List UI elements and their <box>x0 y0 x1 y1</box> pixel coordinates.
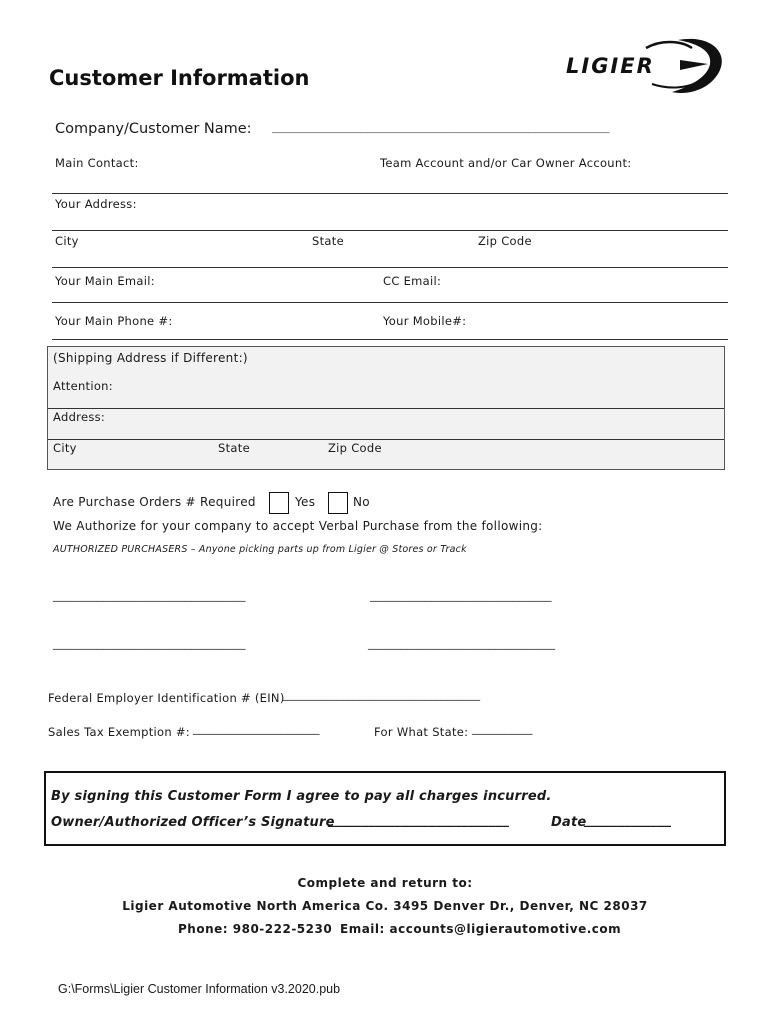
ligier-logo <box>560 30 728 100</box>
date-label: Date <box>551 815 587 830</box>
purchaser-line-1[interactable]: ___________________________________ <box>53 589 246 602</box>
return-address: Ligier Automotive North America Co. 3495 Denver Dr., Denver, NC 28037 <box>122 899 648 913</box>
return-phone: Phone: 980-222-5230 <box>178 922 333 936</box>
return-heading: Complete and return to: <box>297 876 473 890</box>
for-what-state-line[interactable]: ___________ <box>472 722 533 735</box>
shipping-address-box <box>47 346 725 470</box>
city-label: City <box>55 234 79 248</box>
divider-line <box>52 267 728 268</box>
shipping-state-label: State <box>218 441 250 455</box>
sales-tax-exemption-label: Sales Tax Exemption #: <box>48 725 190 739</box>
divider-line <box>52 302 728 303</box>
ein-label: Federal Employer Identification # (EIN) <box>48 691 285 705</box>
mobile-label: Your Mobile#: <box>383 314 467 328</box>
logo-wordmark: LIGIER <box>566 54 655 78</box>
po-yes-checkbox[interactable] <box>269 492 289 514</box>
attention-label: Attention: <box>53 379 113 393</box>
company-name-line[interactable]: ______________________________________________ <box>272 119 610 134</box>
divider-line <box>48 439 724 440</box>
authorized-purchasers-note: AUTHORIZED PURCHASERS – Anyone picking parts up from Ligier @ Stores or Track <box>53 544 467 555</box>
po-yes-label: Yes <box>295 495 316 509</box>
for-what-state-label: For What State: <box>374 725 469 739</box>
team-account-label: Team Account and/or Car Owner Account: <box>380 156 632 170</box>
po-required-label: Are Purchase Orders # Required <box>53 495 256 509</box>
divider-line <box>52 339 728 340</box>
shipping-header: (Shipping Address if Different:) <box>53 351 248 365</box>
shipping-address-label: Address: <box>53 410 106 424</box>
company-name-label: Company/Customer Name: <box>55 121 252 137</box>
ein-line[interactable]: ____________________________________ <box>282 688 480 701</box>
main-contact-label: Main Contact: <box>55 156 139 170</box>
shipping-city-label: City <box>53 441 77 455</box>
divider-line <box>48 408 724 409</box>
your-address-label: Your Address: <box>55 197 137 211</box>
agreement-text: By signing this Customer Form I agree to pay all charges incurred. <box>51 789 552 804</box>
signature-label: Owner/Authorized Officer’s Signature <box>51 815 335 830</box>
file-path: G:\Forms\Ligier Customer Information v3.2020.pub <box>58 982 341 996</box>
state-label: State <box>312 234 344 248</box>
cc-email-label: CC Email: <box>383 274 442 288</box>
divider-line <box>52 230 728 231</box>
signature-box <box>44 771 726 846</box>
divider-line <box>52 193 728 194</box>
date-line[interactable]: _____________ <box>584 813 672 828</box>
po-no-checkbox[interactable] <box>328 492 348 514</box>
page-title: Customer Information <box>49 66 310 90</box>
purchaser-line-4[interactable]: __________________________________ <box>368 637 555 650</box>
main-phone-label: Your Main Phone #: <box>55 314 173 328</box>
po-no-label: No <box>353 495 370 509</box>
signature-line[interactable]: ___________________________ <box>328 813 509 828</box>
purchaser-line-3[interactable]: ___________________________________ <box>53 637 246 650</box>
authorize-text: We Authorize for your company to accept Verbal Purchase from the following: <box>53 519 543 533</box>
zip-label: Zip Code <box>478 234 532 248</box>
return-email: Email: accounts@ligierautomotive.com <box>340 922 622 936</box>
sales-tax-exemption-line[interactable]: _______________________ <box>193 722 320 735</box>
shipping-zip-label: Zip Code <box>328 441 382 455</box>
purchaser-line-2[interactable]: _________________________________ <box>370 589 552 602</box>
main-email-label: Your Main Email: <box>55 274 155 288</box>
